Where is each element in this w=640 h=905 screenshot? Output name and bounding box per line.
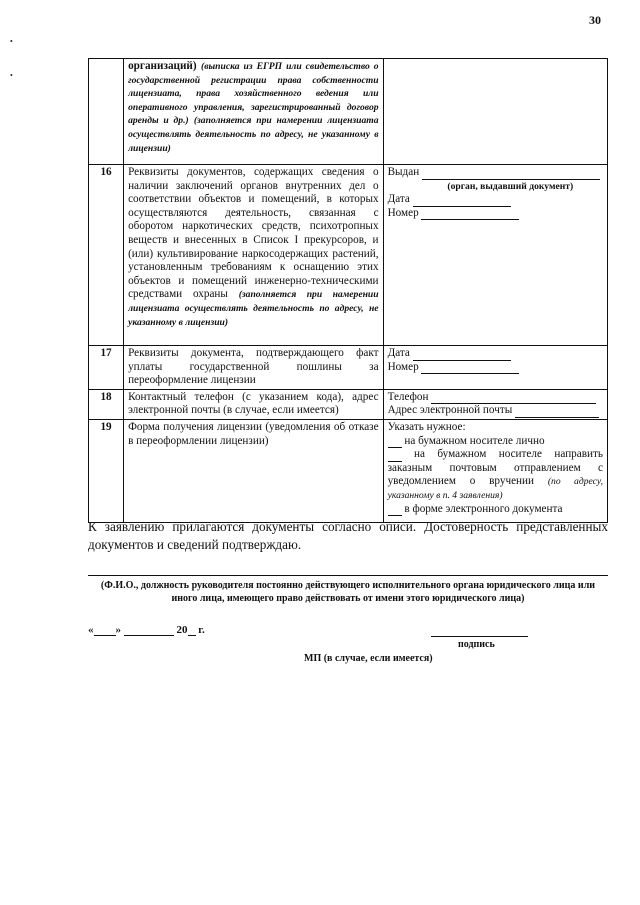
row-value — [383, 389, 607, 419]
phone-label: Телефон — [387, 390, 429, 403]
issued-caption: (орган, выдавший документ) — [447, 180, 574, 192]
row-number — [89, 59, 124, 165]
signature-line[interactable] — [431, 636, 528, 637]
date-field[interactable] — [413, 195, 511, 207]
attachment-statement: К заявлению прилагаются документы согласно описи. Достоверность представленных документов и сведений подтверждаю. — [88, 519, 608, 552]
row-number: 17 — [89, 346, 124, 390]
table-row — [89, 59, 608, 165]
margin-mark: • — [10, 71, 13, 80]
number-label: Номер — [387, 206, 419, 219]
date-label: Дата — [387, 347, 410, 359]
stamp-label: МП (в случае, если имеется) — [304, 653, 433, 664]
row-number: 16 — [89, 165, 124, 346]
option-checkbox[interactable] — [388, 436, 402, 448]
option-label: на бумажном носителе лично — [404, 434, 545, 447]
date-line: « » 20 г. — [88, 624, 205, 636]
signature-label: подпись — [458, 639, 495, 650]
option-item — [388, 448, 603, 502]
email-label: Адрес электронной почты — [387, 404, 513, 417]
margin-mark: • — [10, 37, 13, 46]
page-number: 30 — [589, 13, 601, 27]
month-field[interactable] — [124, 624, 174, 636]
day-field[interactable] — [94, 624, 116, 636]
number-label: Номер — [387, 360, 419, 373]
option-label: в форме электронного документа — [404, 502, 563, 515]
choose-label: Указать нужное: — [387, 420, 466, 433]
date-label: Дата — [387, 193, 410, 206]
table-row — [89, 419, 608, 522]
option-note: (по адресу, указанному в п. 4 заявления) — [387, 476, 603, 501]
row-value — [383, 165, 607, 346]
option-checkbox[interactable] — [388, 504, 402, 516]
row-description: Форма получения лицензии (уведомления об отказе в переоформлении лицензии) — [124, 419, 384, 522]
row-description: Контактный телефон (с указанием кода), адрес электронной почты (в случае, если имеется) — [124, 389, 384, 419]
signatory-caption: (Ф.И.О., должность руководителя постоянно действующего исполнительного органа юридического лица или иного лица, имеющего право действовать от имени этого юридического лица) — [100, 580, 596, 604]
issued-label: Выдан — [387, 166, 420, 178]
table-row — [89, 389, 608, 419]
row-value — [383, 419, 607, 522]
option-label: на бумажном носителе направить заказным почтовым отправлением с уведомлением о вручении — [387, 448, 604, 488]
application-table — [88, 58, 608, 523]
signatory-line[interactable] — [88, 575, 608, 576]
row-description: организаций) (выписка из ЕГРП или свидетельство о государственной регистрации права собственности лицензиата, права хозяйственного ведения или оперативного управления, зарегистрированный договор аренды и др.) (заполняется при намерении лицензиата осуществлять деятельность по адресу, не указанному в лицензии) — [124, 59, 384, 165]
year-field[interactable] — [188, 624, 196, 636]
number-field[interactable] — [421, 362, 519, 374]
row-description: Реквизиты документов, содержащих сведения о наличии заключений органов внутренних дел о соответствии объектов и помещений, в которых осуществляются деятельность, связанная с оборотом наркотических средств, психотропных веществ и внесенных в Список I прекурсоров, и (или) культивирование наркосодержащих растений, установленным требованиям к оснащению этих объектов и помещений инженерно-техническими средствами охраны (заполняется при намерении лицензиата осуществлять деятельность по адресу, не указанному в лицензии) — [124, 165, 384, 346]
row-value — [383, 346, 607, 390]
row-number: 19 — [89, 419, 124, 522]
option-checkbox[interactable] — [388, 450, 402, 462]
phone-field[interactable] — [431, 392, 596, 404]
date-field[interactable] — [413, 349, 511, 361]
issued-field[interactable] — [422, 168, 600, 180]
row-value — [383, 59, 607, 165]
row-description: Реквизиты документа, подтверждающего факт уплаты государственной пошлины за переоформление лицензии — [124, 346, 384, 390]
email-field[interactable] — [515, 406, 599, 418]
table-row — [89, 165, 608, 346]
row-number: 18 — [89, 389, 124, 419]
number-field[interactable] — [421, 208, 519, 220]
table-row — [89, 346, 608, 390]
